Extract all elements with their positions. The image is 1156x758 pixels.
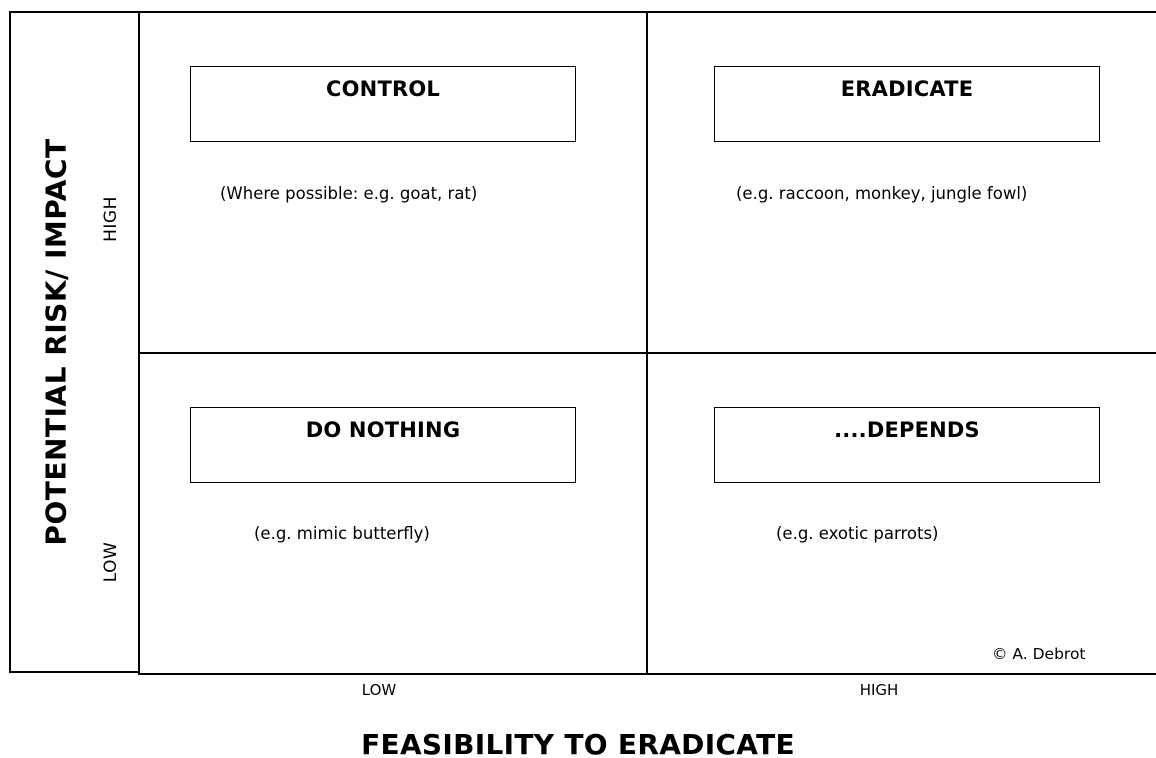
quadrant-control-example: (Where possible: e.g. goat, rat): [220, 184, 478, 203]
y-tick-high-text: HIGH: [101, 196, 121, 242]
matrix-vertical-divider: [646, 11, 648, 675]
x-axis-title: FEASIBILITY TO ERADICATE: [361, 728, 795, 758]
quadrant-control-title: CONTROL: [190, 66, 576, 142]
x-tick-low: LOW: [361, 681, 397, 699]
credit-text: © A. Debrot: [992, 645, 1086, 663]
quadrant-depends-example: (e.g. exotic parrots): [776, 524, 939, 543]
matrix-horizontal-divider: [138, 352, 1156, 354]
y-axis-title-text: POTENTIAL RISK/ IMPACT: [39, 138, 73, 546]
x-tick-high: HIGH: [859, 681, 899, 699]
quadrant-eradicate-example: (e.g. raccoon, monkey, jungle fowl): [736, 184, 1028, 203]
y-tick-low-text: LOW: [101, 541, 121, 583]
quadrant-do-nothing-title: DO NOTHING: [190, 407, 576, 483]
quadrant-do-nothing-example: (e.g. mimic butterfly): [254, 524, 430, 543]
quadrant-depends-title: ....DEPENDS: [714, 407, 1100, 483]
quadrant-eradicate-title: ERADICATE: [714, 66, 1100, 142]
